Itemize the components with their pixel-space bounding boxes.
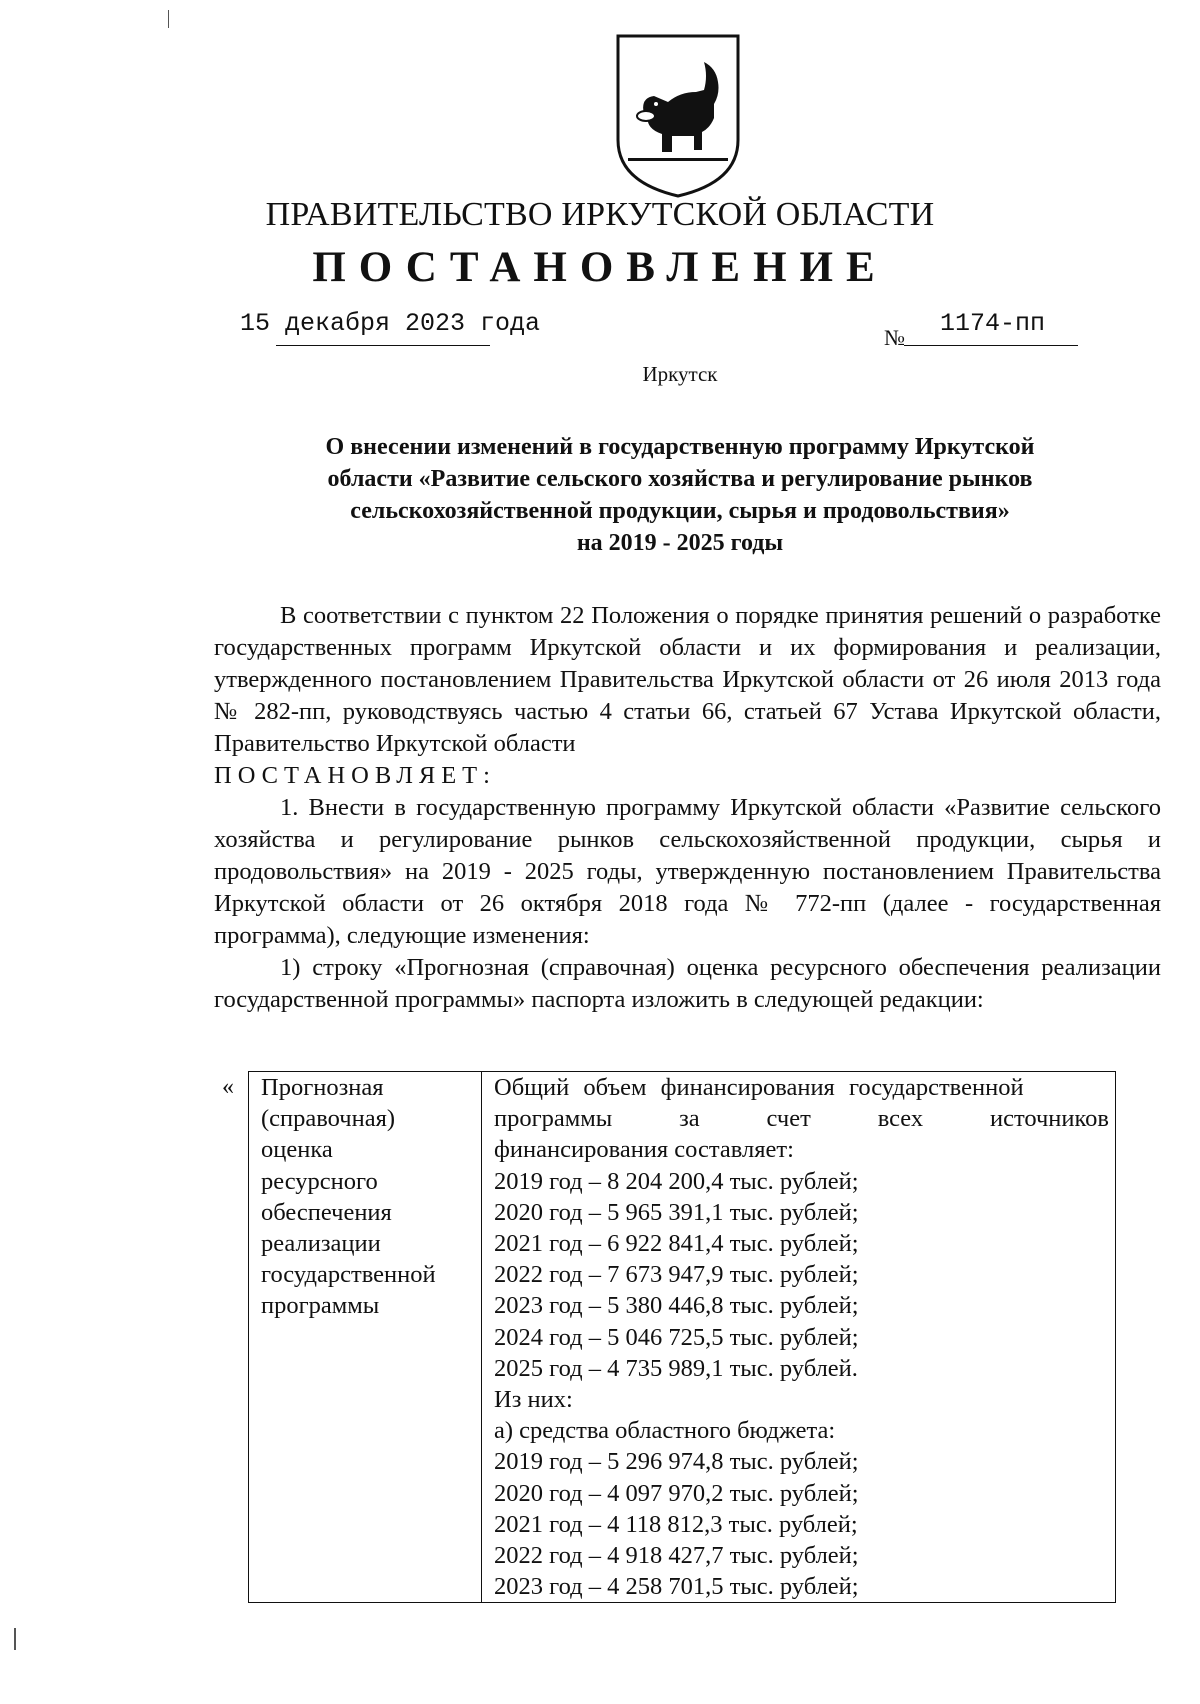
organization-title: ПРАВИТЕЛЬСТВО ИРКУТСКОЙ ОБЛАСТИ (265, 196, 935, 233)
document-type-title: ПОСТАНОВЛЕНИЕ (312, 244, 888, 291)
scan-mark (168, 10, 169, 28)
label-line: ресурсного (261, 1167, 378, 1195)
intro-word: источников (989, 1105, 1109, 1133)
funding-line: 2023 год – 5 380 446,8 тыс. рублей; (494, 1292, 859, 1320)
coat-of-arms-emblem (610, 32, 746, 200)
document-number: 1174-пп (940, 309, 1046, 338)
document-date: 15 декабря 2023 года (240, 309, 541, 338)
regional-budget-heading: а) средства областного бюджета: (494, 1417, 836, 1445)
number-underline (904, 345, 1078, 346)
regional-funding-line: 2023 год – 4 258 701,5 тыс. рублей; (494, 1573, 859, 1601)
label-cell (249, 1072, 482, 1603)
opening-quote: « (222, 1074, 234, 1100)
subject-line: О внесении изменений в государственную программу Иркутской (325, 434, 1035, 460)
regional-funding-line: 2020 год – 4 097 970,2 тыс. рублей; (494, 1479, 859, 1507)
label-line: оценка (261, 1136, 333, 1164)
item-1-1-paragraph: 1) строку «Прогнозная (справочная) оценка ресурсного обеспечения реализации государственной программы» паспорта изложить в следующей редакции: (214, 954, 1161, 1013)
regional-funding-line: 2019 год – 5 296 974,8 тыс. рублей; (494, 1448, 859, 1476)
subject-line: на 2019 - 2025 годы (576, 530, 784, 556)
label-line: реализации (261, 1230, 381, 1258)
number-sign: № (884, 325, 905, 350)
subject-line: области «Развитие сельского хозяйства и регулирование рынков (327, 466, 1033, 492)
label-line: государственной (261, 1261, 436, 1289)
table-row (249, 1072, 1116, 1603)
intro-word: программы (494, 1105, 613, 1133)
regional-funding-line: 2022 год – 4 918 427,7 тыс. рублей; (494, 1542, 859, 1570)
intro-line: финансирования составляет: (494, 1136, 794, 1164)
funding-line: 2024 год – 5 046 725,5 тыс. рублей; (494, 1323, 859, 1351)
passport-table (248, 1071, 1116, 1603)
label-line: Прогнозная (261, 1074, 384, 1101)
funding-line: 2020 год – 5 965 391,1 тыс. рублей; (494, 1198, 859, 1226)
document-subject (240, 431, 1120, 559)
label-line: обеспечения (261, 1198, 392, 1226)
label-line: (справочная) (261, 1105, 396, 1133)
regional-funding-line: 2021 год – 4 118 812,3 тыс. рублей; (494, 1510, 858, 1538)
of-which-label: Из них: (494, 1386, 573, 1414)
city-name: Иркутск (642, 362, 718, 386)
document-body (214, 600, 1161, 1016)
funding-line: 2025 год – 4 735 989,1 тыс. рублей. (494, 1354, 858, 1382)
funding-line: 2022 год – 7 673 947,9 тыс. рублей; (494, 1261, 859, 1289)
subject-line: сельскохозяйственной продукции, сырья и продовольствия» (350, 498, 1010, 524)
funding-line: 2021 год – 6 922 841,4 тыс. рублей; (494, 1230, 859, 1258)
intro-word: за (679, 1105, 700, 1133)
intro-line (494, 1072, 1109, 1103)
intro-word: всех (877, 1105, 924, 1133)
value-cell (482, 1072, 1116, 1603)
item-1-paragraph: 1. Внести в государственную программу Иркутской области «Развитие сельского хозяйства и регулирование рынков сельскохозяйственной продукции, сырья и продовольствия» на 2019 - 2025 годы, утвержденную постановлением Правительства Иркутской области от 26 октября 2018 года № 772-пп (далее - государственная программа), следующие изменения: (214, 794, 1161, 949)
funding-line: 2019 год – 8 204 200,4 тыс. рублей; (494, 1167, 859, 1195)
decree-word: ПОСТАНОВЛЯЕТ: (214, 762, 496, 789)
date-underline (276, 345, 490, 346)
intro-word: счет (766, 1105, 811, 1133)
scan-mark (14, 1628, 16, 1650)
preamble-paragraph: В соответствии с пунктом 22 Положения о порядке принятия решений о разработке государственных программ Иркутской области и их формирования и реализации, утвержденного постановлением Правительства Иркутской области от 26 июля 2013 года № 282-пп, руководствуясь частью 4 статьи 66, статьей 67 Устава Иркутской области, Правительство Иркутской области (214, 602, 1161, 757)
intro-text: Общий объем финансирования государственной (494, 1074, 1024, 1101)
label-line: программы (261, 1292, 380, 1320)
intro-line (494, 1103, 1109, 1134)
